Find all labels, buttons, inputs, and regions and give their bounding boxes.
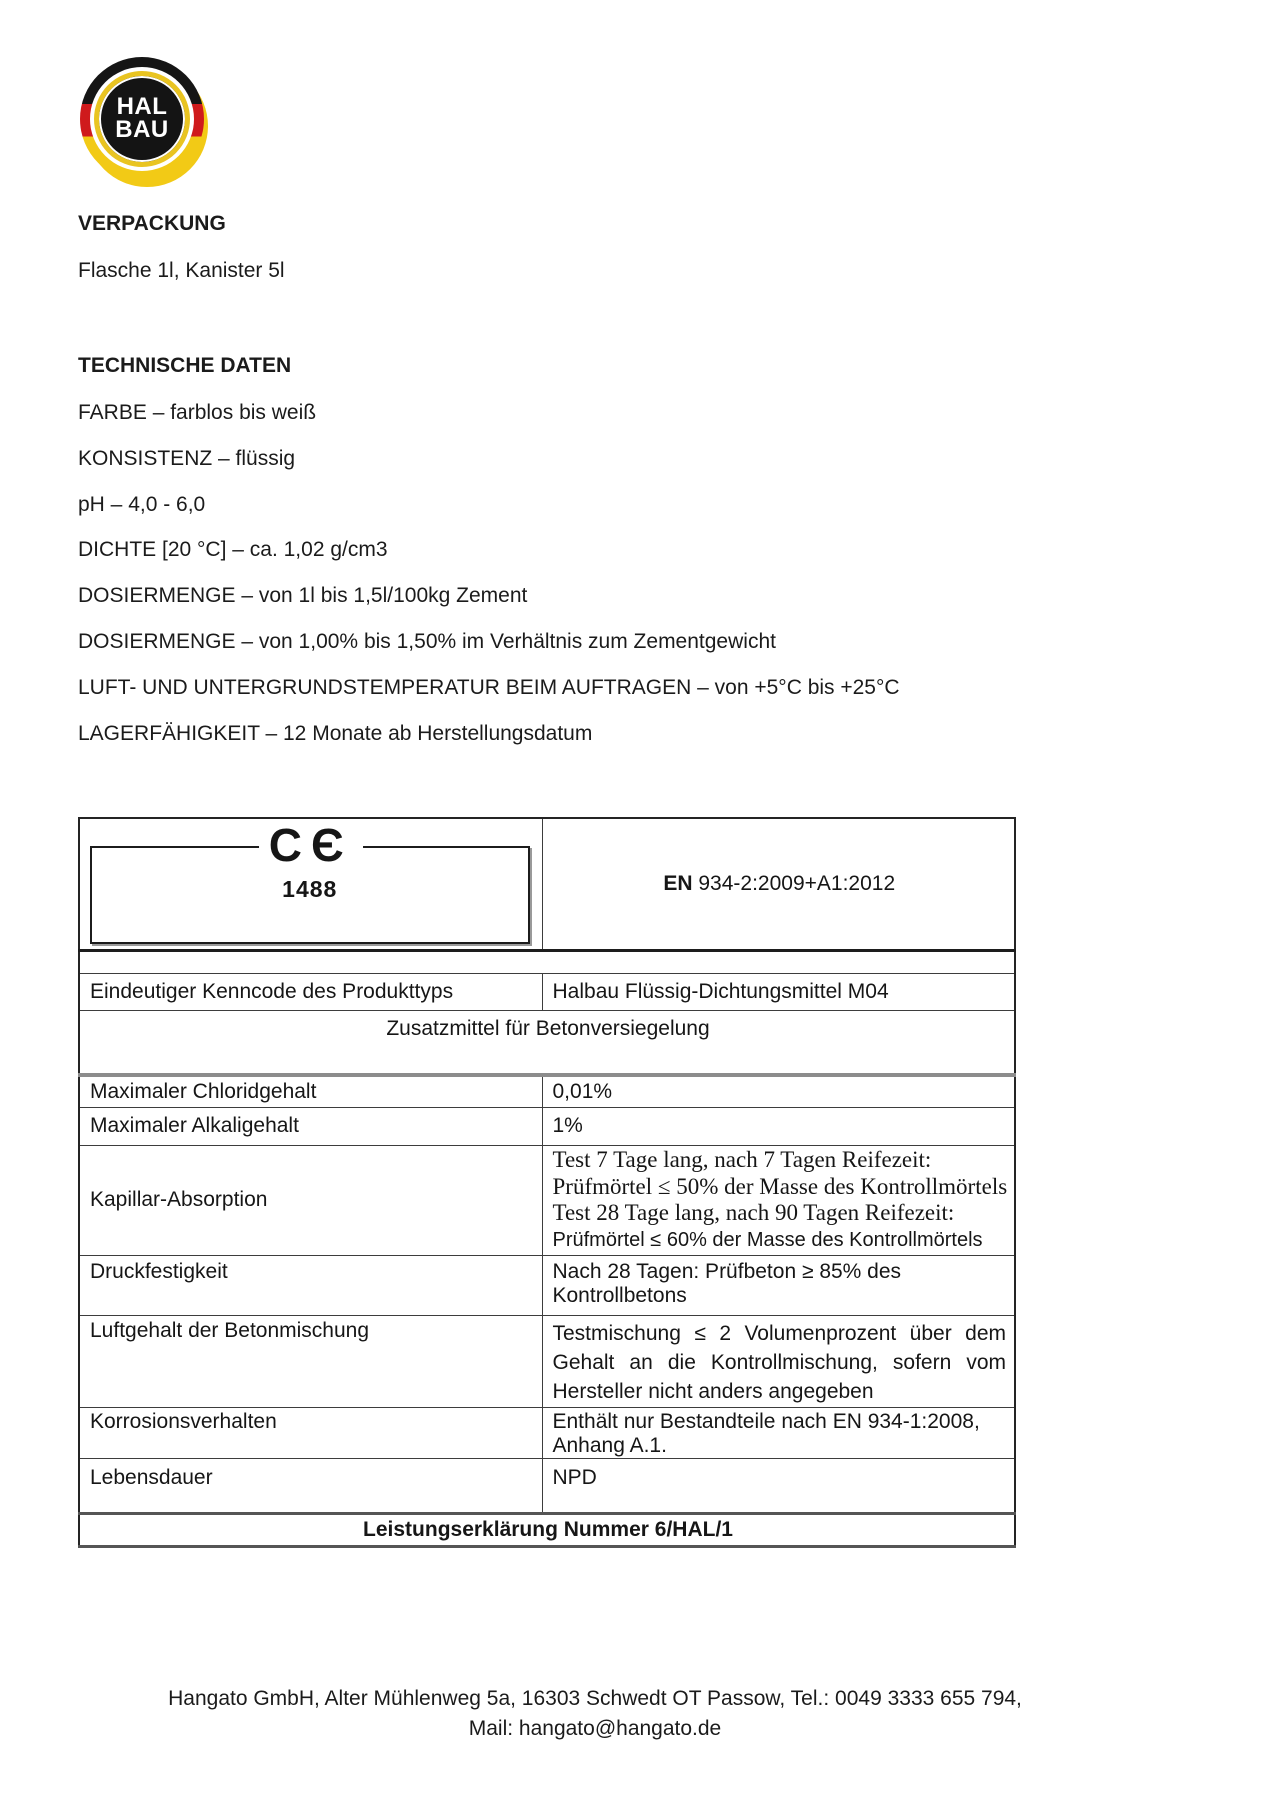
korrosion-label: Korrosionsverhalten <box>79 1407 542 1458</box>
table-row-kenncode <box>79 973 1015 1010</box>
chlorid-label: Maximaler Chloridgehalt <box>79 1075 542 1107</box>
tech-line-ph: pH – 4,0 - 6,0 <box>78 493 206 516</box>
tech-line-dosiermenge-2: DOSIERMENGE – von 1,00% bis 1,50% im Verhältnis zum Zementgewicht <box>78 630 776 653</box>
druckfestigkeit-value: Nach 28 Tagen: Prüfbeton ≥ 85% des Kontrollbetons <box>542 1255 1015 1315</box>
chlorid-value: 0,01% <box>542 1075 1015 1107</box>
tech-line-farbe: FARBE – farblos bis weiß <box>78 401 317 424</box>
table-row-verwendung <box>79 1010 1015 1075</box>
logo-text-line2: BAU <box>115 116 169 143</box>
kapillar-line-1: Test 7 Tage lang, nach 7 Tagen Reifezeit: <box>552 1147 932 1172</box>
alkali-label: Maximaler Alkaligehalt <box>79 1107 542 1145</box>
standard-value: 934-2:2009+A1:2012 <box>692 871 896 895</box>
tech-line-konsistenz: KONSISTENZ – flüssig <box>78 447 296 470</box>
kapillar-label: Kapillar-Absorption <box>79 1145 542 1255</box>
ce-cell <box>79 818 542 950</box>
table-row-chlorid <box>79 1075 1015 1107</box>
table-row-spacer <box>79 950 1015 973</box>
standard-label: EN <box>663 871 693 895</box>
spacer-cell <box>79 950 1015 973</box>
performance-table <box>78 817 1016 1548</box>
table-row-ce <box>79 818 1015 950</box>
verwendung-cell: Zusatzmittel für Betonversiegelung <box>79 1010 1015 1075</box>
table-row-declaration <box>79 1513 1015 1546</box>
kapillar-line-3: Test 28 Tage lang, nach 90 Tagen Reifezeit: <box>552 1200 955 1225</box>
tech-line-lagerfaehigkeit: LAGERFÄHIGKEIT – 12 Monate ab Herstellungsdatum <box>78 722 593 745</box>
logo-center-disc <box>94 71 190 167</box>
declaration-cell: Leistungserklärung Nummer 6/HAL/1 <box>79 1513 1015 1546</box>
table-row-druckfestigkeit <box>79 1255 1015 1315</box>
footer <box>0 1684 1190 1744</box>
tech-line-dichte: DICHTE [20 °C] – ca. 1,02 g/cm3 <box>78 538 388 561</box>
luftgehalt-label: Luftgehalt der Betonmischung <box>79 1315 542 1407</box>
table-row-korrosion <box>79 1407 1015 1458</box>
halbau-logo <box>80 57 204 183</box>
korrosion-value: Enthält nur Bestandteile nach EN 934-1:2008, Anhang A.1. <box>542 1407 1015 1458</box>
standard-cell <box>542 818 1015 950</box>
kapillar-value <box>542 1145 1015 1255</box>
footer-address-line: Hangato GmbH, Alter Mühlenweg 5a, 16303 Schwedt OT Passow, Tel.: 0049 3333 655 794, <box>168 1687 1022 1710</box>
kenncode-label: Eindeutiger Kenncode des Produkttyps <box>79 973 542 1010</box>
luftgehalt-value: Testmischung ≤ 2 Volumenprozent über dem Gehalt an die Kontrollmischung, sofern vom Hersteller nicht anders angegeben <box>542 1315 1015 1407</box>
table-row-alkali <box>79 1107 1015 1145</box>
tech-line-dosiermenge-1: DOSIERMENGE – von 1l bis 1,5l/100kg Zement <box>78 584 528 607</box>
verpackung-body: Flasche 1l, Kanister 5l <box>78 259 285 282</box>
druckfestigkeit-label: Druckfestigkeit <box>79 1255 542 1315</box>
lebensdauer-value: NPD <box>542 1458 1015 1513</box>
kapillar-line-2: Prüfmörtel ≤ 50% der Masse des Kontrollmörtels <box>552 1173 1008 1199</box>
lebensdauer-label: Lebensdauer <box>79 1458 542 1513</box>
verpackung-heading: VERPACKUNG <box>78 212 226 235</box>
logo-text-line1: HAL <box>116 93 168 121</box>
table-row-lebensdauer <box>79 1458 1015 1513</box>
technische-daten-heading: TECHNISCHE DATEN <box>78 354 292 377</box>
footer-mail-line: Mail: hangato@hangato.de <box>468 1717 722 1740</box>
notified-body-number: 1488 <box>282 876 338 902</box>
alkali-value: 1% <box>542 1107 1015 1145</box>
kenncode-value: Halbau Flüssig-Dichtungsmittel M04 <box>542 973 1015 1010</box>
table-row-kapillar <box>79 1145 1015 1255</box>
table-row-luftgehalt <box>79 1315 1015 1407</box>
tech-line-temperatur: LUFT- UND UNTERGRUNDSTEMPERATUR BEIM AUFTRAGEN – von +5°C bis +25°C <box>78 676 900 699</box>
ce-mark-icon: CЄ <box>259 822 363 868</box>
kapillar-line-4: Prüfmörtel ≤ 60% der Masse des Kontrollmörtels <box>552 1228 983 1251</box>
